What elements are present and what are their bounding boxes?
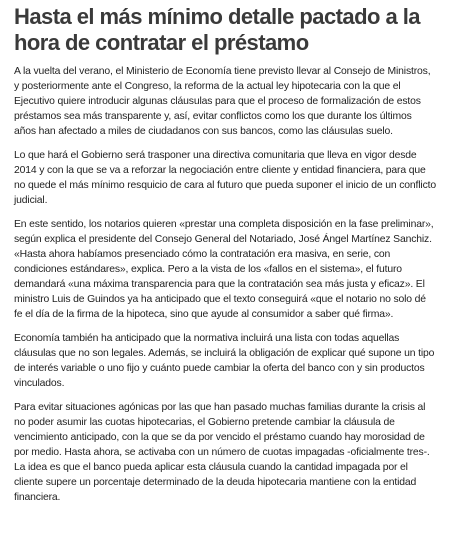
article-paragraph: A la vuelta del verano, el Ministerio de Economía tiene previsto llevar al Consejo de Ministros, y posteriormente ante el Congreso, la reforma de la actual ley hipotecaria con la que el Ejecutivo quiere introducir algunas cláusulas para que el proceso de formalización de estos préstamos sea más transparente y, así, evitar conflictos como los que durante los últimos años han afectado a miles de ciudadanos con sus bancos, como las cláusulas suelo. bbox=[14, 66, 431, 137]
article-paragraph: En este sentido, los notarios quieren «prestar una completa disposición en la fase preliminar», según explica el presidente del Consejo General del Notariado, José Ángel Martínez Sanchiz. «Hasta ahora habíamos presenciado cómo la contratación era masiva, en serie, con condiciones estándares», explica. Pero a la vista de los «fallos en el sistema», el futuro demandará «una máxima transparencia para que la contratación sea más justa y eficaz». El ministro Luis de Guindos ya ha anticipado que el texto conseguirá «que el notario no solo dé fe el día de la firma de la hipoteca, sino que ayude al consumidor a saber qué firma». bbox=[14, 219, 434, 320]
article-paragraph: Para evitar situaciones agónicas por las que han pasado muchas familias durante la crisis al no poder asumir las cuotas hipotecarias, el Gobierno pretende cambiar la cláusula de vencimiento anticipado, con la que se da por vencido el préstamo cuando hay morosidad de por medio. Hasta ahora, se activaba con un número de cuotas impagadas -oficialmente tres-. La idea es que el banco pueda aplicar esta cláusula cuando la cantidad impagada por el cliente supere un porcentaje determinado de la deuda hipotecaria mantiene con la entidad financiera. bbox=[14, 402, 430, 503]
article-headline: Hasta el más mínimo detalle pactado a la hora de contratar el préstamo bbox=[14, 4, 420, 55]
article-paragraph: Lo que hará el Gobierno será trasponer una directiva comunitaria que lleva en vigor desde 2014 y con la que se va a reforzar la negociación entre cliente y entidad financiera, para que no quede el más mínimo resquicio de cara al futuro que pueda suponer el inicio de un conflicto judicial. bbox=[14, 150, 436, 206]
article-paragraph: Economía también ha anticipado que la normativa incluirá una lista con todas aquellas cláusulas que no son legales. Además, se incluirá la obligación de explicar qué supone un tipo de interés variable o uno fijo y cuánto puede cambiar la oferta del banco con y sin productos vinculados. bbox=[14, 333, 435, 389]
article-body bbox=[14, 64, 436, 505]
